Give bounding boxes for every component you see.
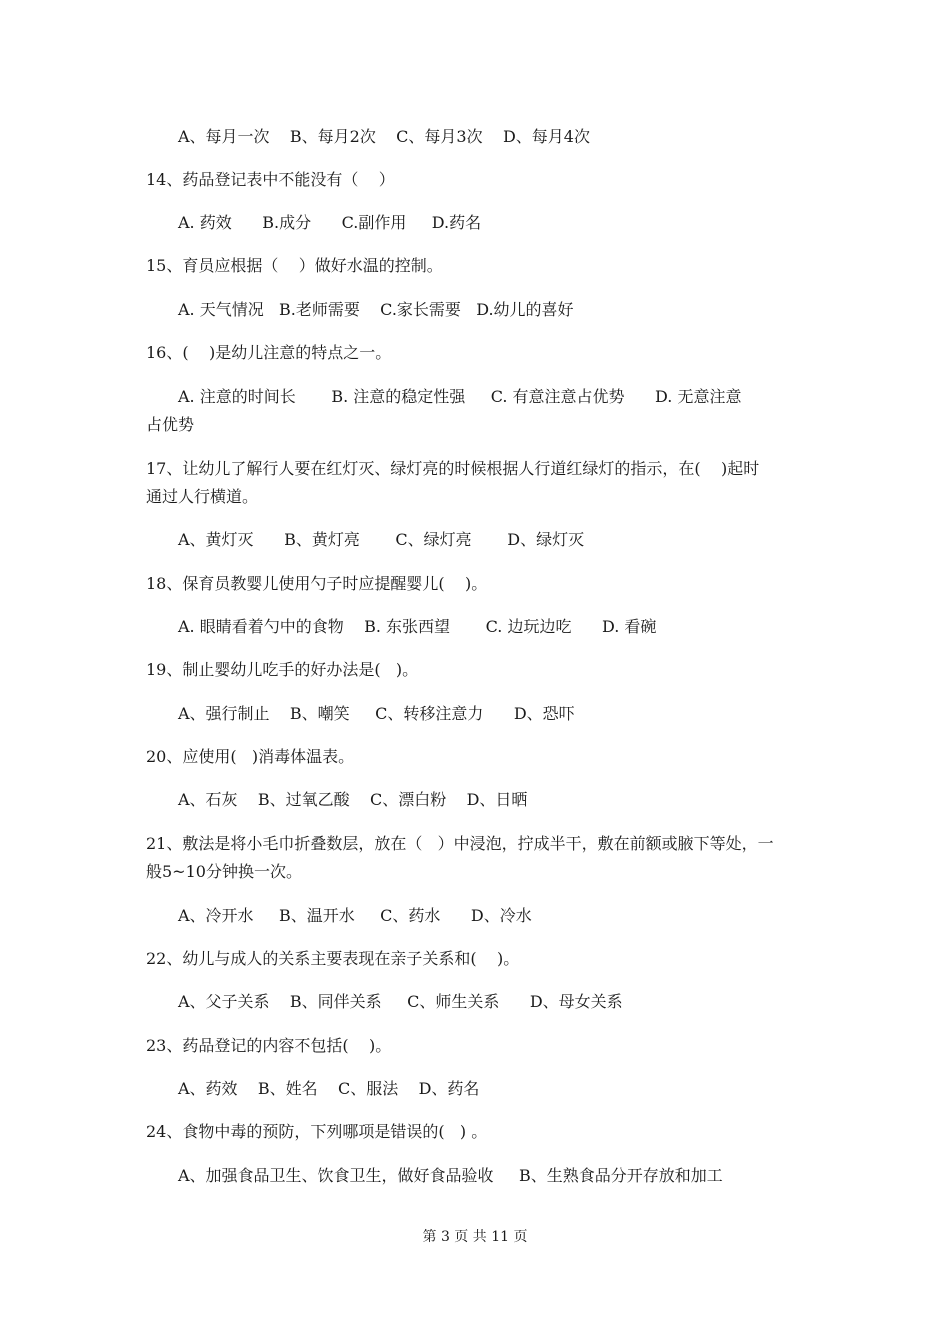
q22-stem: 22、幼儿与成人的关系主要表现在亲子关系和( )。 bbox=[146, 949, 520, 968]
q16-options-cont: 占优势 bbox=[146, 415, 195, 434]
q17-options: A、黄灯灭 B、黄灯亮 C、绿灯亮 D、绿灯灭 bbox=[178, 530, 585, 549]
q21-options: A、冷开水 B、温开水 C、药水 D、冷水 bbox=[178, 906, 532, 925]
q17-stem-cont: 通过人行横道。 bbox=[146, 487, 259, 506]
q16-stem: 16、( )是幼儿注意的特点之一。 bbox=[146, 343, 392, 362]
q24-options: A、加强食品卫生、饮食卫生，做好食品验收 B、生熟食品分开存放和加工 bbox=[178, 1166, 723, 1185]
q20-options: A、石灰 B、过氧乙酸 C、漂白粉 D、日晒 bbox=[178, 790, 528, 809]
q18-options: A. 眼睛看着勺中的食物 B. 东张西望 C. 边玩边吃 D. 看碗 bbox=[178, 617, 657, 636]
q17-stem: 17、让幼儿了解行人要在红灯灭、绿灯亮的时候根据人行道红绿灯的指示，在( )起时 bbox=[146, 459, 760, 478]
q22-options: A、父子关系 B、同伴关系 C、师生关系 D、母女关系 bbox=[178, 992, 623, 1011]
q14-options: A. 药效 B.成分 C.副作用 D.药名 bbox=[178, 213, 482, 232]
q21-stem-cont: 般5~10分钟换一次。 bbox=[146, 862, 302, 881]
q20-stem: 20、应使用( )消毒体温表。 bbox=[146, 747, 355, 766]
q16-options: A. 注意的时间长 B. 注意的稳定性强 C. 有意注意占优势 D. 无意注意 bbox=[178, 387, 742, 406]
q14-stem: 14、药品登记表中不能没有（ ） bbox=[146, 170, 395, 189]
q23-options: A、药效 B、姓名 C、服法 D、药名 bbox=[178, 1079, 480, 1098]
page-footer: 第 3 页 共 11 页 bbox=[422, 1229, 528, 1245]
q18-stem: 18、保育员教婴儿使用勺子时应提醒婴儿( )。 bbox=[146, 574, 488, 593]
q21-stem: 21、敷法是将小毛巾折叠数层，放在（ ）中浸泡，拧成半干，敷在前额或腋下等处，一 bbox=[146, 834, 774, 853]
q15-options: A. 天气情况 B.老师需要 C.家长需要 D.幼儿的喜好 bbox=[178, 300, 574, 319]
q19-options: A、强行制止 B、嘲笑 C、转移注意力 D、恐吓 bbox=[178, 704, 575, 723]
q15-stem: 15、育员应根据（ ）做好水温的控制。 bbox=[146, 256, 443, 275]
q23-stem: 23、药品登记的内容不包括( )。 bbox=[146, 1036, 392, 1055]
q13-options: A、每月一次 B、每月2次 C、每月3次 D、每月4次 bbox=[178, 127, 590, 146]
q24-stem: 24、食物中毒的预防，下列哪项是错误的( ) 。 bbox=[146, 1122, 488, 1141]
q19-stem: 19、制止婴幼儿吃手的好办法是( )。 bbox=[146, 660, 419, 679]
